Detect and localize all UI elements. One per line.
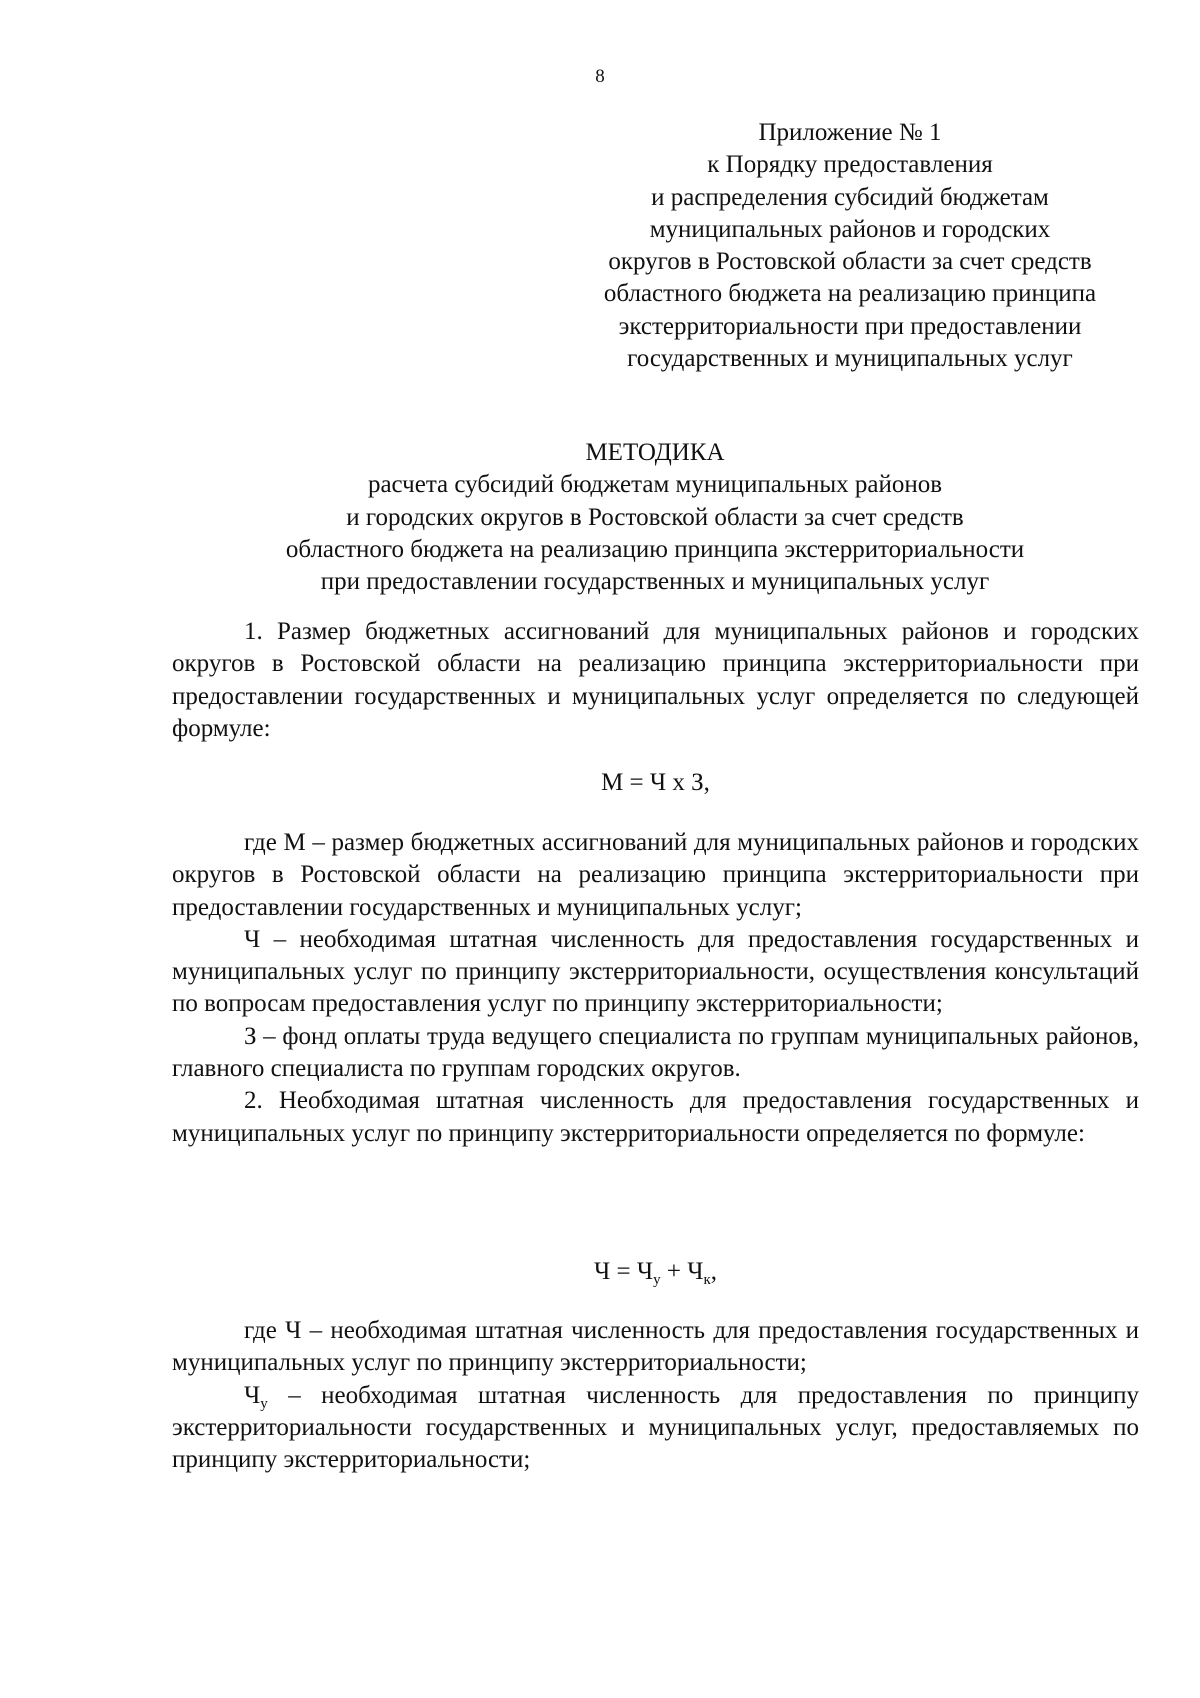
definition-m: где М – размер бюджетных ассигнований для муниципальных районов и городских округов в Ростовской области на реализацию принципа экстерриториальности при предоставлении государственных и муниципальных услуг; bbox=[172, 829, 1139, 921]
appendix-line: к Порядку предоставления bbox=[707, 151, 993, 179]
formula-2-sub-u: у bbox=[653, 1272, 661, 1288]
formula-2-sub-k: к bbox=[703, 1272, 711, 1288]
formula-2-lhs: Ч = Ч bbox=[593, 1258, 654, 1285]
section2-intro: 2. Необходимая штатная численность для предоставления государственных и муниципальных услуг по принципу экстерриториальности определяется по формуле: bbox=[172, 1087, 1139, 1147]
appendix-line: экстерриториальности при предоставлении bbox=[618, 312, 1082, 340]
definition-ch: Ч – необходимая штатная численность для предоставления государственных и муниципальных услуг по принципу экстерриториальности, осуществления консультаций по вопросам предоставления услуг по принципу экстерриториальности; bbox=[172, 925, 1139, 1018]
title-subtitle-line: при предоставлении государственных и муниципальных услуг bbox=[320, 568, 990, 596]
appendix-line: Приложение № 1 bbox=[758, 119, 942, 146]
definition-ch-u bbox=[172, 1380, 1139, 1477]
formula-2-mid: + Ч bbox=[660, 1258, 704, 1285]
appendix-line: областного бюджета на реализацию принципа bbox=[603, 280, 1097, 308]
section2-definitions-block bbox=[172, 1315, 1139, 1476]
title-subtitle-line: расчета субсидий бюджетам муниципальных районов bbox=[367, 471, 943, 499]
formula-2-end: , bbox=[710, 1258, 717, 1285]
title-subtitle-line: и городских округов в Ростовской области за счет средств bbox=[346, 503, 964, 531]
appendix-line: округов в Ростовской области за счет средств bbox=[608, 248, 1092, 276]
page-number: 8 bbox=[595, 66, 605, 87]
section1-intro-block bbox=[172, 616, 1139, 745]
title-heading: МЕТОДИКА bbox=[585, 439, 725, 466]
definition-ch-u-text: – необходимая штатная численность для предоставления по принципу экстерриториальности государственных и муниципальных услуг, предоставляемых по принципу экстерриториальности; bbox=[172, 1381, 1139, 1474]
appendix-line: и распределения субсидий бюджетам bbox=[651, 183, 1049, 211]
definition-ch-u-symbol: Ч bbox=[244, 1381, 261, 1409]
section1-definitions-block bbox=[172, 827, 1139, 1150]
formula-1: М = Ч х З, bbox=[601, 769, 710, 796]
appendix-header bbox=[580, 117, 1120, 375]
section1-intro: 1. Размер бюджетных ассигнований для муниципальных районов и городских округов в Ростовской области на реализацию принципа экстерриториальности при предоставлении государственных и муниципальных услуг определяется по следующей формуле: bbox=[172, 618, 1139, 742]
appendix-line: муниципальных районов и городских bbox=[649, 215, 1051, 243]
formula-2 bbox=[172, 1256, 1139, 1288]
document-title bbox=[170, 437, 1140, 598]
definition-z: З – фонд оплаты труда ведущего специалиста по группам муниципальных районов, главного специалиста по группам городских округов. bbox=[172, 1022, 1139, 1083]
definition-ch-u-sub: у bbox=[260, 1395, 268, 1412]
title-subtitle-line: областного бюджета на реализацию принципа экстерриториальности bbox=[285, 535, 1025, 563]
appendix-line: государственных и муниципальных услуг bbox=[627, 345, 1073, 373]
definition-ch-total: где Ч – необходимая штатная численность для предоставления государственных и муниципальных услуг по принципу экстерриториальности; bbox=[172, 1317, 1139, 1377]
